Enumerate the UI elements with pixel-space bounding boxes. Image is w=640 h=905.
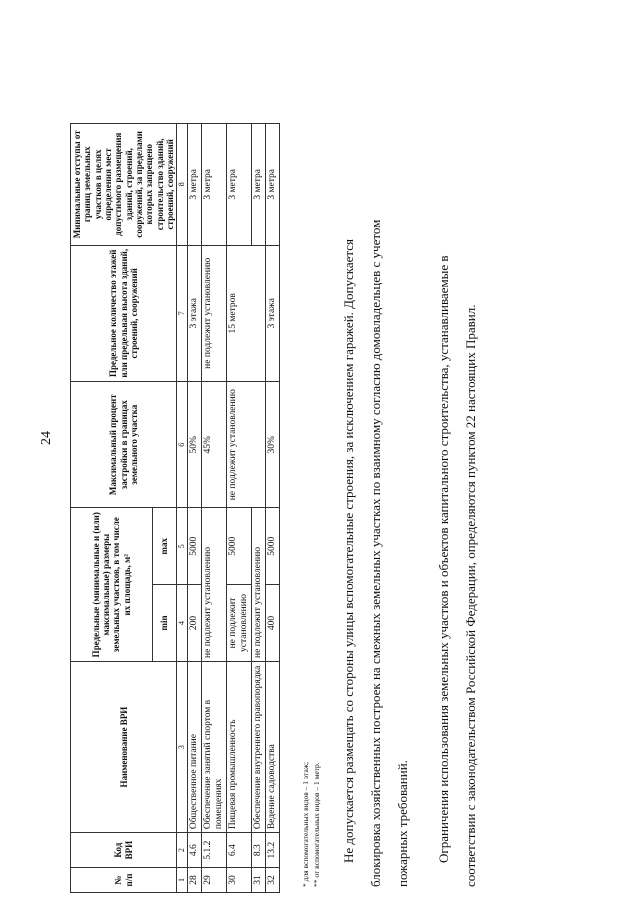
row-minmax: не подлежит установлению bbox=[252, 508, 266, 661]
table-header-row bbox=[71, 124, 153, 893]
row-name: Ведение садоводства bbox=[265, 661, 279, 832]
row-name: Пищевая промышленность bbox=[227, 661, 252, 832]
zoning-table-wrapper bbox=[70, 123, 280, 893]
row-min: 400 bbox=[265, 585, 279, 662]
header-number: № п/п bbox=[71, 868, 177, 893]
row-number: 30 bbox=[227, 868, 252, 893]
row-name: Общественное питание bbox=[188, 661, 202, 832]
row-percent: 30% bbox=[265, 381, 279, 508]
row-setback: 3 метра bbox=[188, 124, 202, 246]
footnotes bbox=[300, 762, 323, 887]
table-row bbox=[252, 124, 266, 893]
row-max: 5000 bbox=[188, 508, 202, 585]
row-code: 8.3 bbox=[252, 833, 266, 868]
zoning-table bbox=[70, 123, 280, 893]
row-setback: 3 метра bbox=[202, 124, 227, 246]
row-floors: не подлежит установлению bbox=[202, 245, 227, 381]
row-number: 32 bbox=[265, 868, 279, 893]
header-code: Код ВРИ bbox=[71, 833, 177, 868]
col-number: 1 bbox=[177, 868, 188, 893]
row-min: не подлежит установлению bbox=[227, 585, 252, 662]
row-setback: 3 метра bbox=[265, 124, 279, 246]
col-number: 5 bbox=[177, 508, 188, 585]
row-percent: 50% bbox=[188, 381, 202, 508]
row-minmax: не подлежит установлению bbox=[202, 508, 227, 661]
row-floors: 15 метров bbox=[227, 245, 266, 381]
rotated-page-content bbox=[0, 65, 640, 905]
header-percent: Максимальный процент застройки в границах земельного участка bbox=[71, 381, 177, 508]
table-row bbox=[202, 124, 227, 893]
row-code: 13.2 bbox=[265, 833, 279, 868]
col-number: 3 bbox=[177, 661, 188, 832]
row-setback: 3 метра bbox=[227, 124, 252, 246]
row-max: 5000 bbox=[227, 508, 252, 585]
table-row bbox=[188, 124, 202, 893]
column-number-row bbox=[177, 124, 188, 893]
header-sizes: Предельные (минимальные и (или) максимальные) размеры земельных участков, в том числе их площадь, м² bbox=[71, 508, 153, 661]
row-code: 6.4 bbox=[227, 833, 252, 868]
header-name: Наименование ВРИ bbox=[71, 661, 177, 832]
page-number: 24 bbox=[39, 431, 54, 445]
row-min: 200 bbox=[188, 585, 202, 662]
header-max: max bbox=[152, 508, 177, 585]
row-code: 4.6 bbox=[188, 833, 202, 868]
header-min: min bbox=[152, 585, 177, 662]
row-number: 31 bbox=[252, 868, 266, 893]
col-number: 8 bbox=[177, 124, 188, 246]
col-number: 2 bbox=[177, 833, 188, 868]
paragraph-line: пожарных требований. bbox=[395, 760, 410, 887]
header-setback: Минимальные отступы от границ земельных участков в целях определения мест допустимого размещения зданий, строений, сооружений, за пределами которых запрещено строительство зданий, строений, сооружений bbox=[71, 124, 177, 246]
row-max: 5000 bbox=[265, 508, 279, 585]
paragraph-line: блокировка хозяйственных построек на смежных земельных участках по взаимному согласию домовладельцев с учетом bbox=[368, 219, 383, 887]
paragraph-line: соответствии с законодательством Российской Федерации, определяются пунктом 22 настоящих Правил. bbox=[463, 304, 478, 887]
row-setback: 3 метра bbox=[252, 124, 266, 246]
header-floors: Предельное количество этажей или предельная высота зданий, строений, сооружений bbox=[71, 245, 177, 381]
paragraph-line: Не допускается размещать со стороны улицы вспомогательные строения, за исключением гаражей. Допускается bbox=[341, 239, 356, 863]
row-number: 29 bbox=[202, 868, 227, 893]
paragraph-line: Ограничения использования земельных участков и объектов капитального строительства, устанавливаемые в bbox=[436, 255, 451, 863]
row-name: Обеспечение занятий спортом в помещениях bbox=[202, 661, 227, 832]
paragraph-restrictions bbox=[430, 97, 484, 887]
footnote-1: * для вспомогательных видов – 1 этаж; bbox=[301, 761, 310, 887]
table-row bbox=[227, 124, 252, 893]
row-code: 5.1.2 bbox=[202, 833, 227, 868]
paragraph-outbuildings bbox=[335, 97, 416, 887]
row-floors: 3 этажа bbox=[265, 245, 279, 381]
row-number: 28 bbox=[188, 868, 202, 893]
col-number: 6 bbox=[177, 381, 188, 508]
row-percent: 45% bbox=[202, 381, 227, 508]
row-name: Обеспечение внутреннего правопорядка bbox=[252, 661, 266, 832]
table-row bbox=[265, 124, 279, 893]
col-number: 7 bbox=[177, 245, 188, 381]
row-percent: не подлежит установлению bbox=[227, 381, 266, 508]
footnote-2: ** от вспомогательных видов – 1 метр. bbox=[312, 762, 322, 887]
col-number: 4 bbox=[177, 585, 188, 662]
row-floors: 3 этажа bbox=[188, 245, 202, 381]
